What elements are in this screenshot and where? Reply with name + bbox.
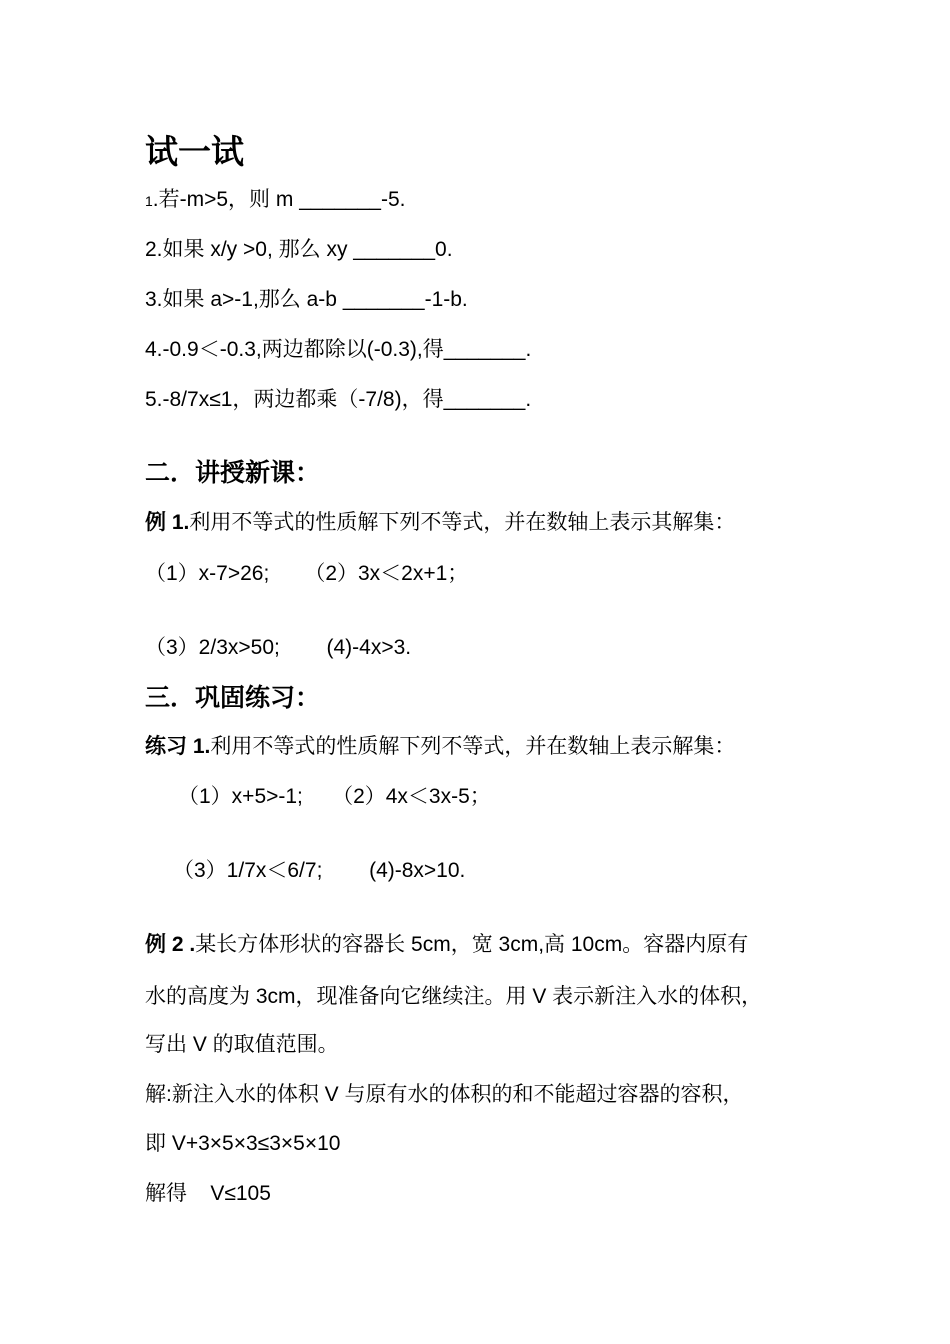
section-3-heading: 三．巩固练习： [145,683,321,712]
example-1-text: 利用不等式的性质解下列不等式，并在数轴上表示其解集： [189,511,736,534]
example-2-line-1: 某长方体形状的容器长 5cm，宽 3cm,高 10cm。容器内原有 [195,933,749,956]
example-2-line-3: 写出 V 的取值范围。 [145,1033,339,1056]
question-5: 5.-8/7x≤1，两边都乘（-7/8)，得_______. [145,388,532,411]
practice-1 [145,736,735,757]
example-1 [145,512,735,533]
section-2-heading: 二．讲授新课： [145,458,321,487]
try-title: 试一试 [145,132,244,171]
practice-1-line-2: （3）1/7x＜6/7; (4)-8x>10. [173,859,466,882]
question-4: 4.-0.9＜-0.3,两边都除以(-0.3),得_______. [145,338,532,361]
practice-1-label: 练习 1. [145,735,211,758]
question-1-number: 1 [145,193,153,209]
solution-line-2: 即 V+3×5×3≤3×5×10 [145,1132,341,1155]
example-1-label: 例 1. [145,511,190,534]
solution-line-3: 解得 V≤105 [145,1182,271,1205]
practice-1-line-1: （1）x+5>-1; （2）4x＜3x-5； [178,785,491,808]
question-2: 2.如果 x/y >0, 那么 xy _______0. [145,238,453,261]
practice-1-text: 利用不等式的性质解下列不等式，并在数轴上表示解集： [210,735,736,758]
example-1-line-1: （1）x-7>26; （2）3x＜2x+1； [145,562,469,585]
example-2 [145,934,748,955]
question-1-text: .若-m>5，则 m _______-5. [152,188,406,211]
solution-line-1: 解:新注入水的体积 V 与原有水的体积的和不能超过容器的容积， [145,1083,744,1106]
question-1 [145,189,405,210]
example-1-line-2: （3）2/3x>50; (4)-4x>3. [145,636,412,659]
question-3: 3.如果 a>-1,那么 a-b _______-1-b. [145,288,468,311]
example-2-line-2: 水的高度为 3cm，现准备向它继续注。用 V 表示新注入水的体积， [145,985,763,1008]
example-2-label: 例 2 . [145,933,196,956]
